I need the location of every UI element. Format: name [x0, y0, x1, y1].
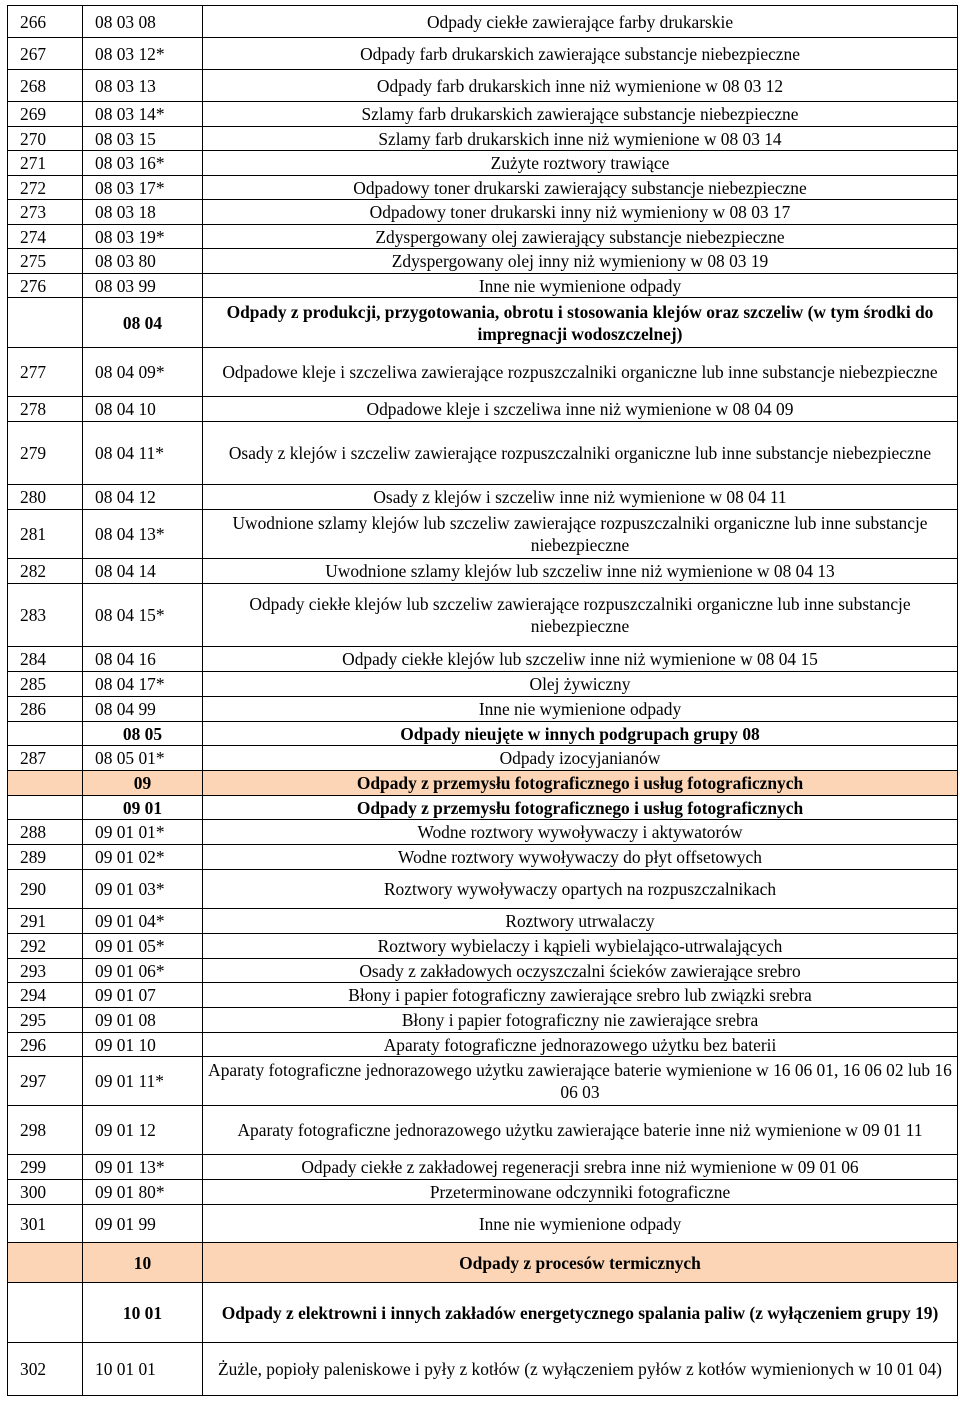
waste-code-cell: 09 01 80* — [83, 1180, 203, 1205]
row-number-cell: 293 — [8, 959, 83, 983]
row-number-cell: 266 — [8, 6, 83, 38]
row-number-cell — [8, 796, 83, 820]
table-row — [8, 559, 958, 584]
row-number-cell — [8, 771, 83, 796]
waste-code-cell: 09 01 03* — [83, 870, 203, 909]
table-row — [8, 934, 958, 959]
row-number-cell: 281 — [8, 510, 83, 559]
table-row — [8, 870, 958, 909]
group-header-row — [8, 1283, 958, 1343]
table-row — [8, 1106, 958, 1155]
row-number-cell: 268 — [8, 70, 83, 102]
waste-description-cell: Odpady nieujęte w innych podgrupach grupy 08 — [203, 722, 958, 746]
waste-description-cell: Inne nie wymienione odpady — [203, 697, 958, 722]
waste-code-cell: 09 01 11* — [83, 1057, 203, 1106]
waste-description-cell: Odpady z procesów termicznych — [203, 1243, 958, 1283]
waste-code-cell: 09 01 99 — [83, 1205, 203, 1243]
waste-description-cell: Olej żywiczny — [203, 672, 958, 697]
group-header-row — [8, 1243, 958, 1283]
waste-description-cell: Roztwory wybielaczy i kąpieli wybielająco-utrwalających — [203, 934, 958, 959]
row-number-cell: 300 — [8, 1180, 83, 1205]
waste-code-cell: 09 01 01* — [83, 820, 203, 845]
row-number-cell: 285 — [8, 672, 83, 697]
waste-description-cell: Osady z zakładowych oczyszczalni ścieków zawierające srebro — [203, 959, 958, 983]
waste-description-cell: Wodne roztwory wywoływaczy i aktywatorów — [203, 820, 958, 845]
waste-code-cell: 08 03 17* — [83, 176, 203, 200]
waste-code-cell: 09 01 08 — [83, 1008, 203, 1033]
group-header-row — [8, 796, 958, 820]
row-number-cell: 292 — [8, 934, 83, 959]
waste-description-cell: Roztwory wywoływaczy opartych na rozpuszczalnikach — [203, 870, 958, 909]
waste-description-cell: Odpadowe kleje i szczeliwa inne niż wymienione w 08 04 09 — [203, 397, 958, 422]
waste-code-cell: 08 04 16 — [83, 647, 203, 672]
waste-description-cell: Żużle, popioły paleniskowe i pyły z kotłów (z wyłączeniem pyłów z kotłów wymienionych w 10 01 04) — [203, 1343, 958, 1396]
row-number-cell: 283 — [8, 584, 83, 647]
table-row — [8, 584, 958, 647]
row-number-cell: 298 — [8, 1106, 83, 1155]
table-row — [8, 225, 958, 249]
row-number-cell: 287 — [8, 746, 83, 771]
row-number-cell: 280 — [8, 485, 83, 510]
table-row — [8, 6, 958, 38]
waste-code-cell: 08 03 80 — [83, 249, 203, 274]
row-number-cell: 284 — [8, 647, 83, 672]
waste-code-cell: 08 03 18 — [83, 200, 203, 225]
waste-description-cell: Odpady ciekłe zawierające farby drukarskie — [203, 6, 958, 38]
table-row — [8, 1008, 958, 1033]
row-number-cell: 278 — [8, 397, 83, 422]
waste-code-cell: 08 05 — [83, 722, 203, 746]
waste-description-cell: Zdyspergowany olej inny niż wymieniony w 08 03 19 — [203, 249, 958, 274]
waste-description-cell: Inne nie wymienione odpady — [203, 1205, 958, 1243]
waste-code-cell: 09 01 12 — [83, 1106, 203, 1155]
waste-description-cell: Odpadowy toner drukarski inny niż wymieniony w 08 03 17 — [203, 200, 958, 225]
waste-description-cell: Odpadowe kleje i szczeliwa zawierające rozpuszczalniki organiczne lub inne substancje niebezpieczne — [203, 348, 958, 397]
waste-description-cell: Przeterminowane odczynniki fotograficzne — [203, 1180, 958, 1205]
table-row — [8, 746, 958, 771]
waste-code-cell: 08 04 09* — [83, 348, 203, 397]
row-number-cell: 302 — [8, 1343, 83, 1396]
waste-code-cell: 09 01 02* — [83, 845, 203, 870]
row-number-cell: 275 — [8, 249, 83, 274]
waste-code-cell: 08 04 13* — [83, 510, 203, 559]
table-row — [8, 1057, 958, 1106]
waste-code-cell: 08 03 08 — [83, 6, 203, 38]
waste-description-cell: Wodne roztwory wywoływaczy do płyt offsetowych — [203, 845, 958, 870]
waste-code-cell: 08 04 12 — [83, 485, 203, 510]
table-row — [8, 176, 958, 200]
row-number-cell: 286 — [8, 697, 83, 722]
waste-description-cell: Zużyte roztwory trawiące — [203, 151, 958, 176]
waste-description-cell: Szlamy farb drukarskich zawierające substancje niebezpieczne — [203, 102, 958, 127]
waste-description-cell: Błony i papier fotograficzny zawierające srebro lub związki srebra — [203, 983, 958, 1008]
row-number-cell — [8, 1243, 83, 1283]
row-number-cell: 274 — [8, 225, 83, 249]
waste-code-cell: 10 01 — [83, 1283, 203, 1343]
waste-description-cell: Odpady ciekłe klejów lub szczeliw zawierające rozpuszczalniki organiczne lub inne substancje niebezpieczne — [203, 584, 958, 647]
row-number-cell: 273 — [8, 200, 83, 225]
group-header-row — [8, 722, 958, 746]
waste-code-cell: 08 03 13 — [83, 70, 203, 102]
table-row — [8, 102, 958, 127]
waste-code-cell: 09 — [83, 771, 203, 796]
waste-description-cell: Odpadowy toner drukarski zawierający substancje niebezpieczne — [203, 176, 958, 200]
waste-code-cell: 08 03 14* — [83, 102, 203, 127]
row-number-cell: 289 — [8, 845, 83, 870]
waste-code-cell: 09 01 06* — [83, 959, 203, 983]
table-row — [8, 1205, 958, 1243]
row-number-cell: 295 — [8, 1008, 83, 1033]
table-row — [8, 697, 958, 722]
waste-description-cell: Odpady z elektrowni i innych zakładów energetycznego spalania paliw (z wyłączeniem grupy 19) — [203, 1283, 958, 1343]
waste-code-cell: 08 04 11* — [83, 422, 203, 485]
row-number-cell: 279 — [8, 422, 83, 485]
row-number-cell: 267 — [8, 38, 83, 70]
row-number-cell: 297 — [8, 1057, 83, 1106]
row-number-cell: 299 — [8, 1155, 83, 1180]
waste-code-cell: 09 01 13* — [83, 1155, 203, 1180]
waste-code-cell: 08 03 99 — [83, 274, 203, 298]
waste-code-cell: 08 03 15 — [83, 127, 203, 151]
waste-description-cell: Uwodnione szlamy klejów lub szczeliw zawierające rozpuszczalniki organiczne lub inne substancje niebezpieczne — [203, 510, 958, 559]
table-row — [8, 845, 958, 870]
waste-catalog-table — [7, 5, 958, 1396]
row-number-cell: 294 — [8, 983, 83, 1008]
table-row — [8, 1343, 958, 1396]
waste-code-cell: 08 05 01* — [83, 746, 203, 771]
table-row — [8, 397, 958, 422]
waste-code-cell: 08 04 15* — [83, 584, 203, 647]
row-number-cell: 291 — [8, 909, 83, 934]
table-row — [8, 200, 958, 225]
table-row — [8, 647, 958, 672]
waste-description-cell: Odpady farb drukarskich inne niż wymienione w 08 03 12 — [203, 70, 958, 102]
waste-code-cell: 10 — [83, 1243, 203, 1283]
waste-code-cell: 08 03 16* — [83, 151, 203, 176]
waste-description-cell: Odpady z przemysłu fotograficznego i usług fotograficznych — [203, 796, 958, 820]
waste-code-cell: 08 04 17* — [83, 672, 203, 697]
waste-description-cell: Zdyspergowany olej zawierający substancje niebezpieczne — [203, 225, 958, 249]
row-number-cell: 288 — [8, 820, 83, 845]
row-number-cell: 277 — [8, 348, 83, 397]
waste-description-cell: Odpady z przemysłu fotograficznego i usług fotograficznych — [203, 771, 958, 796]
waste-description-cell: Odpady farb drukarskich zawierające substancje niebezpieczne — [203, 38, 958, 70]
waste-description-cell: Uwodnione szlamy klejów lub szczeliw inne niż wymienione w 08 04 13 — [203, 559, 958, 584]
waste-description-cell: Inne nie wymienione odpady — [203, 274, 958, 298]
waste-catalog-body — [8, 6, 958, 1396]
waste-code-cell: 08 04 10 — [83, 397, 203, 422]
table-row — [8, 1180, 958, 1205]
waste-description-cell: Błony i papier fotograficzny nie zawierające srebra — [203, 1008, 958, 1033]
waste-description-cell: Osady z klejów i szczeliw inne niż wymienione w 08 04 11 — [203, 485, 958, 510]
table-row — [8, 672, 958, 697]
table-row — [8, 959, 958, 983]
row-number-cell: 270 — [8, 127, 83, 151]
waste-code-cell: 09 01 — [83, 796, 203, 820]
waste-code-cell: 09 01 04* — [83, 909, 203, 934]
group-header-row — [8, 771, 958, 796]
group-header-row — [8, 298, 958, 348]
table-row — [8, 820, 958, 845]
row-number-cell: 296 — [8, 1033, 83, 1057]
waste-description-cell: Szlamy farb drukarskich inne niż wymienione w 08 03 14 — [203, 127, 958, 151]
waste-code-cell: 09 01 10 — [83, 1033, 203, 1057]
waste-code-cell: 09 01 07 — [83, 983, 203, 1008]
waste-description-cell: Roztwory utrwalaczy — [203, 909, 958, 934]
row-number-cell — [8, 1283, 83, 1343]
table-row — [8, 422, 958, 485]
waste-code-cell: 08 04 14 — [83, 559, 203, 584]
waste-code-cell: 09 01 05* — [83, 934, 203, 959]
table-row — [8, 1155, 958, 1180]
waste-description-cell: Odpady z produkcji, przygotowania, obrotu i stosowania klejów oraz szczeliw (w tym środki do impregnacji wodoszczelnej) — [203, 298, 958, 348]
row-number-cell: 272 — [8, 176, 83, 200]
waste-description-cell: Aparaty fotograficzne jednorazowego użytku bez baterii — [203, 1033, 958, 1057]
table-row — [8, 249, 958, 274]
table-row — [8, 127, 958, 151]
row-number-cell: 301 — [8, 1205, 83, 1243]
table-row — [8, 70, 958, 102]
row-number-cell — [8, 722, 83, 746]
table-row — [8, 485, 958, 510]
table-row — [8, 348, 958, 397]
table-row — [8, 151, 958, 176]
waste-description-cell: Aparaty fotograficzne jednorazowego użytku zawierające baterie inne niż wymienione w 09 01 11 — [203, 1106, 958, 1155]
waste-code-cell: 08 03 19* — [83, 225, 203, 249]
row-number-cell: 290 — [8, 870, 83, 909]
waste-description-cell: Odpady izocyjanianów — [203, 746, 958, 771]
waste-description-cell: Aparaty fotograficzne jednorazowego użytku zawierające baterie wymienione w 16 06 01, 16 06 02 lub 16 06 03 — [203, 1057, 958, 1106]
table-row — [8, 38, 958, 70]
waste-code-cell: 08 04 99 — [83, 697, 203, 722]
row-number-cell: 269 — [8, 102, 83, 127]
row-number-cell — [8, 298, 83, 348]
waste-description-cell: Osady z klejów i szczeliw zawierające rozpuszczalniki organiczne lub inne substancje niebezpieczne — [203, 422, 958, 485]
table-row — [8, 510, 958, 559]
table-row — [8, 983, 958, 1008]
waste-description-cell: Odpady ciekłe klejów lub szczeliw inne niż wymienione w 08 04 15 — [203, 647, 958, 672]
waste-code-cell: 08 04 — [83, 298, 203, 348]
waste-description-cell: Odpady ciekłe z zakładowej regeneracji srebra inne niż wymienione w 09 01 06 — [203, 1155, 958, 1180]
row-number-cell: 276 — [8, 274, 83, 298]
table-row — [8, 274, 958, 298]
table-row — [8, 1033, 958, 1057]
row-number-cell: 271 — [8, 151, 83, 176]
row-number-cell: 282 — [8, 559, 83, 584]
table-row — [8, 909, 958, 934]
waste-code-cell: 10 01 01 — [83, 1343, 203, 1396]
waste-code-cell: 08 03 12* — [83, 38, 203, 70]
